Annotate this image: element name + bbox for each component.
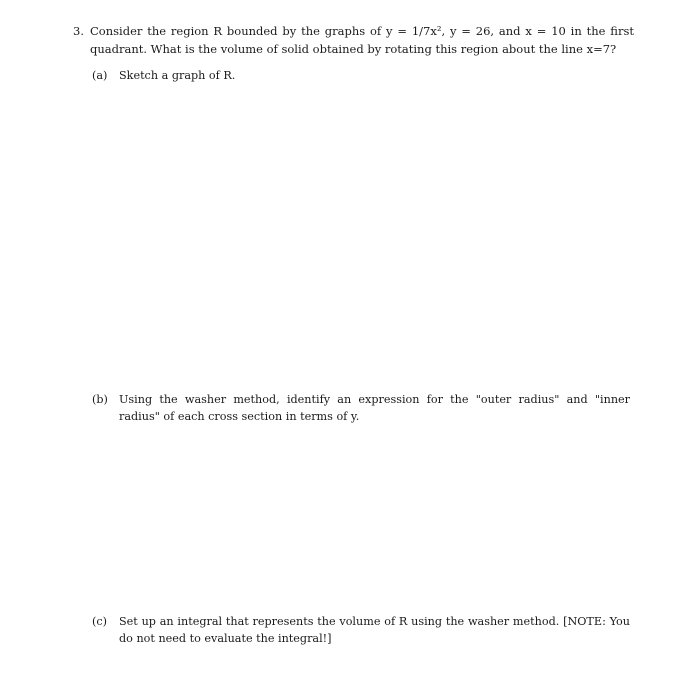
part-a-label: (a) [92,69,108,82]
part-a-text: Sketch a graph of R. [119,69,236,82]
part-b [92,391,630,425]
part-b-answer-space [92,430,630,600]
part-b-text: Using the washer method, identify an expression for the "outer radius" and "inner radius" of each cross section in terms of y. [119,393,630,423]
part-c-answer-space [92,650,630,670]
problem-3 [74,22,634,58]
part-a [92,67,630,84]
problem-statement: Consider the region R bounded by the graphs of y = 1/7x², y = 26, and x = 10 in the first quadrant. What is the volume of solid obtained by rotating this region about the line x=7? [90,24,634,56]
problem-number: 3. [73,24,84,38]
part-b-label: (b) [92,393,108,406]
part-c-label: (c) [92,615,107,628]
part-c [92,613,630,647]
part-a-answer-space [92,88,630,378]
part-c-text: Set up an integral that represents the volume of R using the washer method. [NOTE: You do not need to evaluate the integral!] [119,615,630,645]
